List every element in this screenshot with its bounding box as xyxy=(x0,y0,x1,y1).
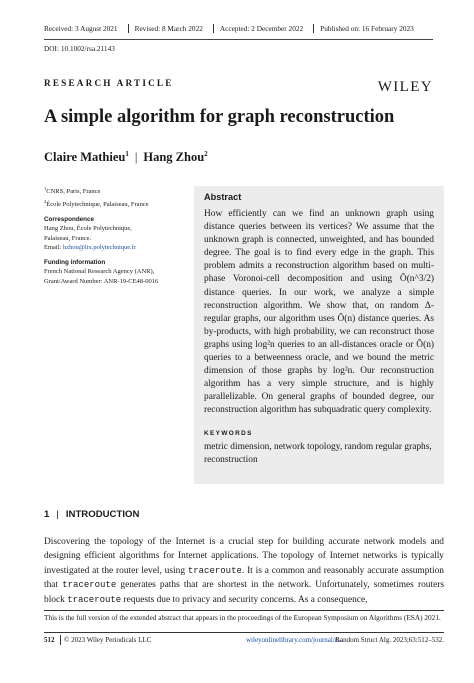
author-name[interactable]: Hang Zhou xyxy=(143,150,205,165)
article-info-column xyxy=(44,184,184,287)
keywords-heading: KEYWORDS xyxy=(204,429,253,437)
accepted-date: Accepted: 2 December 2022 xyxy=(220,24,314,33)
body-text-run: generates paths that are shortest in the network. Unfortunately, sometimes routers block xyxy=(44,580,445,605)
header-rule xyxy=(44,39,433,40)
correspondence-heading: Correspondence xyxy=(44,215,95,223)
author-affiliation-mark: 2 xyxy=(204,150,208,158)
body-text-run: . It is a common and reasonably accurate assumption that xyxy=(44,565,444,591)
received-date: Received: 3 August 2021 xyxy=(44,24,129,33)
author-affiliation-mark: 1 xyxy=(125,150,129,158)
revised-date: Revised: 8 March 2022 xyxy=(135,24,214,33)
section-heading xyxy=(44,509,139,520)
code-term: traceroute xyxy=(62,580,117,591)
keywords-text: metric dimension, network topology, random regular graphs, reconstruction xyxy=(204,441,432,465)
code-term: traceroute xyxy=(187,565,242,576)
journal-citation: Random Struct Alg. 2023;63:512–532. xyxy=(335,636,444,644)
correspondence-email-line xyxy=(44,243,184,253)
footnote: This is the full version of the extended abstract that appears in the proceedings of the European Symposium on Algorithms (ESA) 2021. xyxy=(44,613,441,622)
article-type: RESEARCH ARTICLE xyxy=(44,78,174,88)
affiliation-mark: 1 xyxy=(44,186,47,191)
footer-divider xyxy=(60,635,61,645)
correspondence-line: Hang Zhou, École Polytechnique, xyxy=(44,225,132,233)
publisher-logo: WILEY xyxy=(377,79,433,95)
abstract-text: How efficiently can we find an unknown graph using distance queries between its vertices? We assume that the unknown graph is connected, unweighted, and has bounded degree. The goal is to find every edge in the graph. This problem admits a reconstruction algorithm based on multi-phase Voronoi-cell decomposition and using Õ(n^3/2) distance queries. In our work, we analyze a simple reconstruction algorithm. We show that, on random Δ-regular graphs, our algorithm uses Õ(n) distance queries. As by-products, with high probability, we can reconstruct those graphs using log²n queries to an all-distances oracle or Õ(n) queries to a betweenness oracle, and we bound the metric dimension of those graphs by log²n. Our reconstruction algorithm has a very simple structure, and is highly parallelizable. On general graphs of bounded degree, our reconstruction algorithm has subquadratic query complexity. xyxy=(204,209,434,416)
correspondence-line: Palaiseau, France. xyxy=(44,234,92,242)
intro-paragraph xyxy=(44,535,444,607)
affiliation-mark: 2 xyxy=(44,198,47,204)
section-number: 1 xyxy=(44,509,50,520)
affiliation xyxy=(44,184,184,197)
paper-title: A simple algorithm for graph reconstruction xyxy=(44,107,395,127)
page-footer xyxy=(44,636,444,648)
email-link[interactable]: hzhou@lix.polytechnique.fr xyxy=(62,244,137,252)
funding-heading: Funding information xyxy=(44,258,106,266)
journal-url-link[interactable]: wileyonlinelibrary.com/journal/rsa xyxy=(246,636,343,644)
email-label: Email: xyxy=(44,244,63,252)
code-term: traceroute xyxy=(67,594,122,605)
affiliation xyxy=(44,197,184,210)
author-list xyxy=(44,150,208,165)
funding-line: Grant/Award Number: ANR-19-CE48-0016 xyxy=(44,278,159,286)
copyright: © 2023 Wiley Periodicals LLC xyxy=(64,636,152,644)
author-name[interactable]: Claire Mathieu xyxy=(44,150,126,165)
abstract-box xyxy=(194,186,444,484)
footnote-rule xyxy=(44,610,444,611)
section-separator: | xyxy=(56,509,59,520)
page-number: 512 xyxy=(44,636,55,644)
body-text-run: requests due to privacy and security concerns. As a consequence, xyxy=(123,594,368,605)
body-text-run: Discovering the topology of the Internet is a crucial step for building accurate network models and designing efficient algorithms for Internet applications. The topology of Internet networks is typically investigated at the router level, using xyxy=(44,537,444,576)
affiliation-text: CNRS, Paris, France xyxy=(46,188,101,196)
funding-line: French National Research Agency (ANR), xyxy=(44,268,155,276)
publication-dates xyxy=(44,24,430,33)
author-separator: | xyxy=(134,150,138,165)
footer-rule xyxy=(44,632,444,633)
doi[interactable]: DOI: 10.1002/rsa.21143 xyxy=(44,44,115,53)
affiliation-text: École Polytechnique, Palaiseau, France xyxy=(46,200,149,208)
abstract-heading: Abstract xyxy=(204,192,242,202)
section-title: INTRODUCTION xyxy=(65,509,140,520)
published-date: Published on: 16 February 2023 xyxy=(320,24,414,33)
